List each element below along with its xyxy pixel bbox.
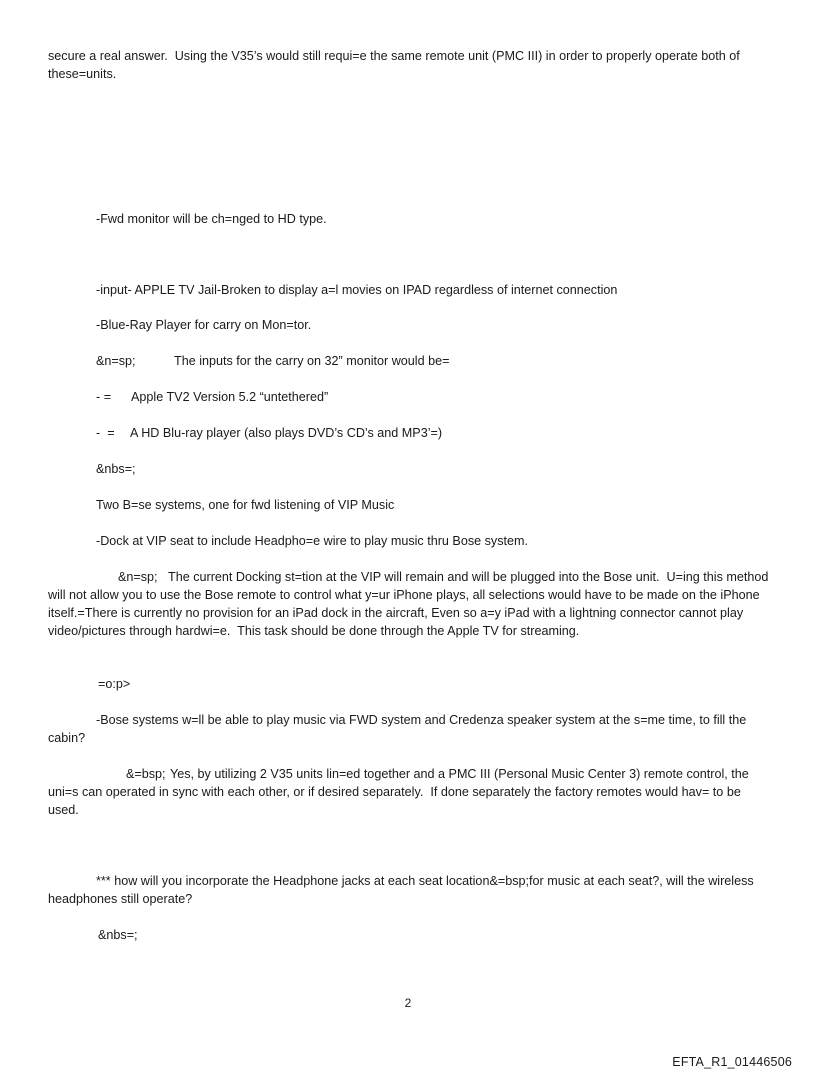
entity-lead: &=bsp;: [126, 767, 166, 781]
paragraph-text: Yes, by utilizing 2 V35 units lin=ed together and a PMC III (Personal Music Center 3) remote control, the uni=s can operated in sync with each other, or if desired separately. If done separately the factory remotes would hav= to be used.: [48, 767, 753, 817]
document-reference: EFTA_R1_01446506: [672, 1055, 792, 1069]
paragraph-bose-question: -Bose systems w=ll be able to play music via FWD system and Credenza speaker system at the s=me time, to fill the cabin?: [48, 713, 750, 745]
paragraph-fwd-monitor: -Fwd monitor will be ch=nged to HD type.: [96, 212, 327, 226]
page-number: 2: [404, 996, 412, 1010]
paragraph-remote-unit: secure a real answer. Using the V35’s would still requi=e the same remote unit (PMC III) in order to properly operate both of these=units.: [48, 49, 744, 81]
paragraph-bose-systems: Two B=se systems, one for fwd listening of VIP Music: [96, 498, 395, 512]
paragraph-entity-end: &nbs=;: [98, 928, 138, 942]
entity-lead: &n=sp;: [96, 354, 136, 368]
paragraph-v35-answer: [48, 765, 770, 819]
list-item-text: A HD Blu-ray player (also plays DVD’s CD’s and MP3’=): [130, 426, 443, 440]
list-item-apple-tv2: [96, 388, 770, 406]
paragraph-blue-ray: -Blue-Ray Player for carry on Mon=tor.: [96, 318, 312, 332]
list-marker: - =: [96, 426, 115, 440]
paragraph-headphone-question: *** how will you incorporate the Headphone jacks at each seat location&=bsp;for music at each seat?, will the wireless headphones still operate?: [48, 874, 758, 906]
list-marker: - =: [96, 390, 112, 404]
paragraph-monitor-inputs: [96, 352, 770, 370]
paragraph-input-apple-tv: -input- APPLE TV Jail-Broken to display a=l movies on IPAD regardless of internet connection: [96, 283, 618, 297]
paragraph-text: The inputs for the carry on 32” monitor would be=: [174, 354, 450, 368]
paragraph-op-tag: =o:p>: [98, 677, 131, 691]
paragraph-docking-station: [48, 568, 770, 640]
list-item-text: Apple TV2 Version 5.2 “untethered”: [131, 390, 329, 404]
entity-lead: &n=sp;: [118, 570, 158, 584]
paragraph-dock: -Dock at VIP seat to include Headpho=e wire to play music thru Bose system.: [96, 534, 529, 548]
list-item-bluray: [96, 424, 770, 442]
paragraph-entity: &nbs=;: [96, 462, 136, 476]
paragraph-text: The current Docking st=tion at the VIP will remain and will be plugged into the Bose unit. U=ing this method will not allow you to use the Bose remote to control what y=ur iPhone plays, all selections would have to be made on the iPhone itself.=There is currently no provision for an iPad dock in the aircraft, Even so a=y iPad with a lightning connector cannot play video/pictures through hardwi=e. This task should be done through the Apple TV for streaming.: [48, 570, 772, 638]
